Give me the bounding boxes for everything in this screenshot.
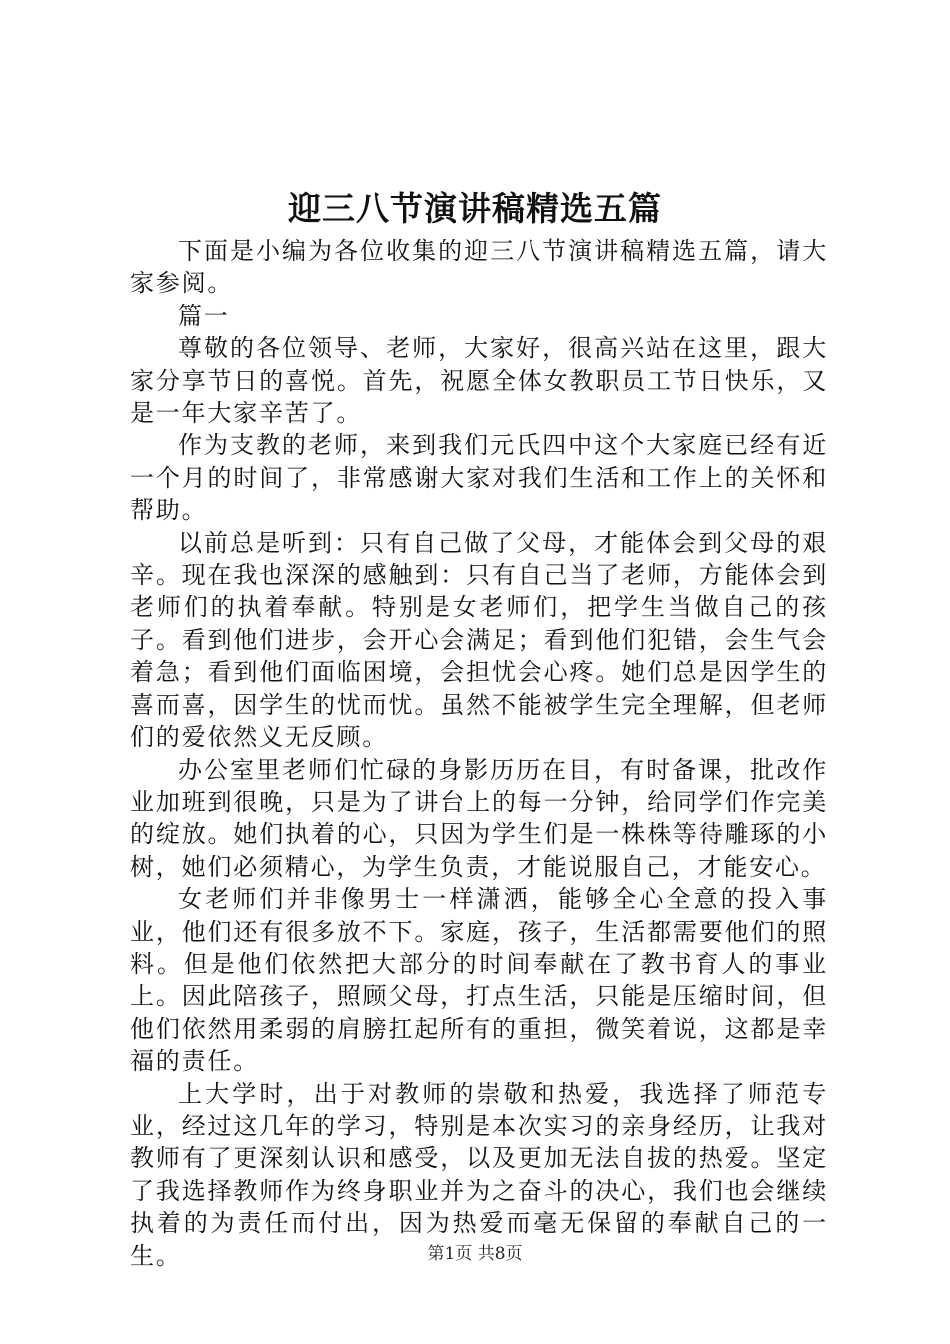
paragraph: 上大学时，出于对教师的崇敬和热爱，我选择了师范专业，经过这几年的学习，特别是本次实习的亲身经历，让我对教师有了更深刻认识和感受，以及更加无法自拔的热爱。坚定了我选择教师作为终身职业并为之奋斗的决心，我们也会继续执着的为责任而付出，因为热爱而毫无保留的奉献自己的一生。 bbox=[130, 1079, 828, 1270]
paragraph-intro: 下面是小编为各位收集的迎三八节演讲稿精选五篇，请大家参阅。 bbox=[130, 237, 828, 298]
paragraph: 女老师们并非像男士一样潇洒，能够全心全意的投入事业，他们还有很多放不下。家庭，孩子，生活都需要他们的照料。但是他们依然把大部分的时间奉献在了教书育人的事业上。因此陪孩子，照顾父母，打点生活，只能是压缩时间，但他们依然用柔弱的肩膀扛起所有的重担，微笑着说，这都是幸福的责任。 bbox=[130, 885, 828, 1076]
document-body bbox=[130, 235, 828, 1272]
section-heading: 篇一 bbox=[178, 301, 230, 330]
document-title: 迎三八节演讲稿精选五篇 bbox=[288, 189, 662, 228]
paragraph: 以前总是听到：只有自己做了父母，才能体会到父母的艰辛。现在我也深深的感触到：只有自己当了老师，方能体会到老师们的执着奉献。特别是女老师们，把学生当做自己的孩子。看到他们进步，会开心会满足；看到他们犯错，会生气会着急；看到他们面临困境，会担忧会心疼。她们总是因学生的喜而喜，因学生的忧而忧。虽然不能被学生完全理解，但老师们的爱依然义无反顾。 bbox=[130, 528, 828, 752]
paragraph: 作为支教的老师，来到我们元氏四中这个大家庭已经有近一个月的时间了，非常感谢大家对我们生活和工作上的关怀和帮助。 bbox=[130, 431, 828, 525]
page-footer: 第1页 共8页 bbox=[427, 1244, 523, 1264]
paragraph: 尊敬的各位领导、老师，大家好，很高兴站在这里，跟大家分享节日的喜悦。首先，祝愿全体女教职员工节日快乐，又是一年大家辛苦了。 bbox=[130, 334, 828, 428]
paragraph: 办公室里老师们忙碌的身影历历在目，有时备课，批改作业加班到很晚，只是为了讲台上的每一分钟，给同学们作完美的绽放。她们执着的心，只因为学生们是一株株等待雕琢的小树，她们必须精心，为学生负责，才能说服自己，才能安心。 bbox=[130, 755, 828, 881]
